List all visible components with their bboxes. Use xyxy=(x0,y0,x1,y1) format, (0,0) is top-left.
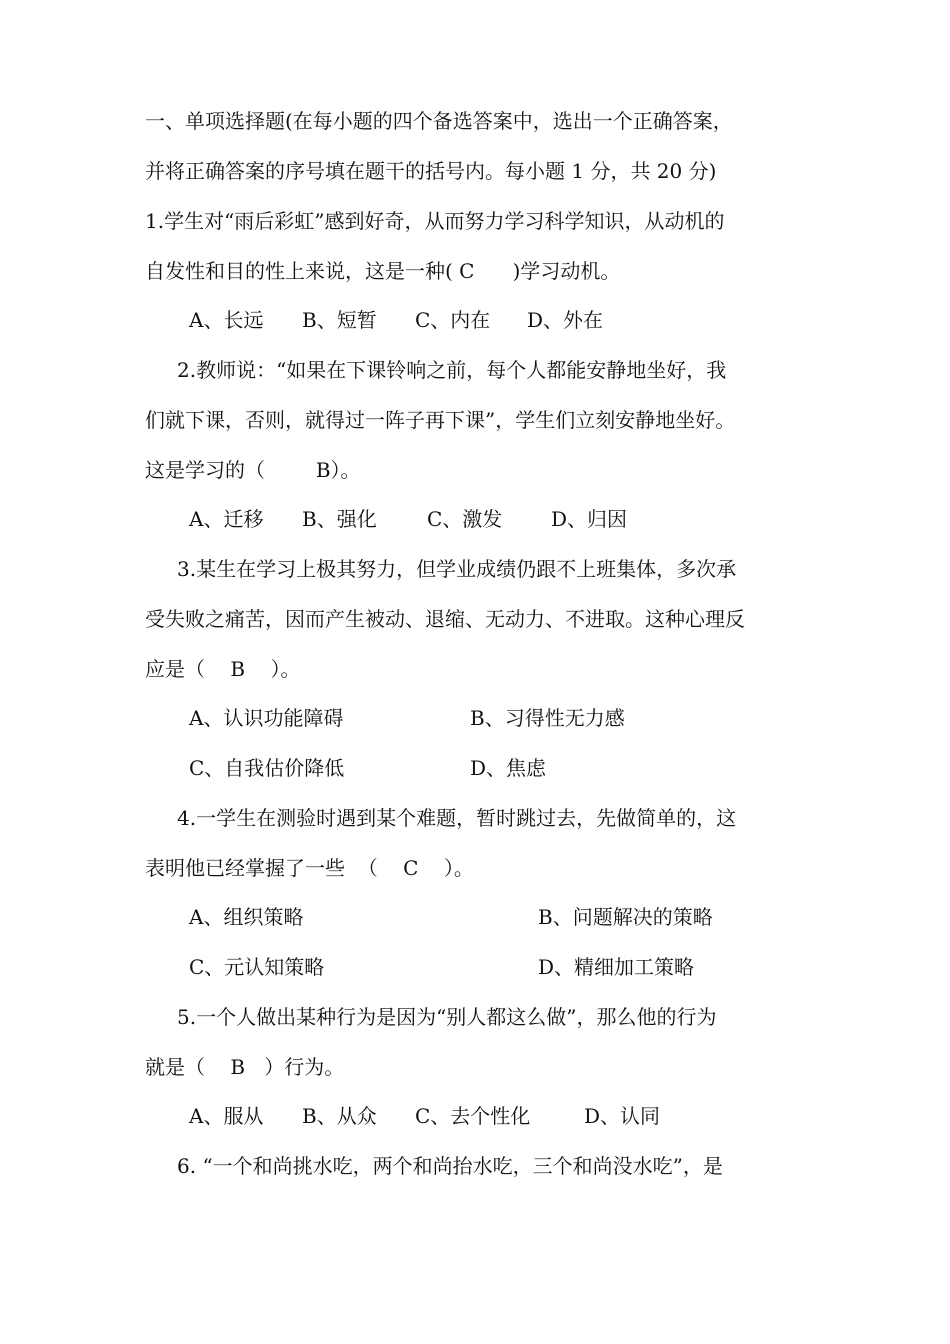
section-heading-line-2: 并将正确答案的序号填在题干的括号内。每小题 1 分，共 20 分) xyxy=(145,159,717,183)
question-1-option-b: B、短暂 xyxy=(302,308,377,332)
question-5-line-2: 就是（ B ）行为。 xyxy=(145,1055,345,1079)
question-3-option-c: C、自我估价降低 xyxy=(189,756,345,780)
question-2-option-b: B、强化 xyxy=(302,507,377,531)
question-3-line-2: 受失败之痛苦，因而产生被动、退缩、无动力、不进取。这种心理反 xyxy=(145,607,745,631)
question-2-option-a: A、迁移 xyxy=(189,507,264,531)
question-5-option-b: B、从众 xyxy=(302,1104,377,1128)
question-2-option-d: D、归因 xyxy=(551,507,628,531)
question-5-option-c: C、去个性化 xyxy=(415,1104,531,1128)
question-1-option-a: A、长远 xyxy=(189,308,264,332)
section-heading-line-1: 一、单项选择题(在每小题的四个备选答案中，选出一个正确答案， xyxy=(145,109,733,133)
question-4-option-d: D、精细加工策略 xyxy=(538,955,695,979)
question-3-option-a: A、认识功能障碍 xyxy=(189,706,344,730)
question-4-line-2: 表明他已经掌握了一些 （ C ）。 xyxy=(145,856,474,880)
question-1-option-d: D、外在 xyxy=(527,308,604,332)
question-2-line-2: 们就下课，否则，就得过一阵子再下课”，学生们立刻安静地坐好。 xyxy=(145,408,736,432)
question-2-option-c: C、激发 xyxy=(427,507,503,531)
question-4-option-c: C、元认知策略 xyxy=(189,955,325,979)
question-2-line-1: 2.教师说：“如果在下课铃响之前，每个人都能安静地坐好，我 xyxy=(177,358,727,382)
question-1-option-c: C、内在 xyxy=(415,308,491,332)
question-3-line-1: 3.某生在学习上极其努力，但学业成绩仍跟不上班集体，多次承 xyxy=(177,557,737,581)
question-3-option-d: D、焦虑 xyxy=(470,756,547,780)
question-4-option-b: B、问题解决的策略 xyxy=(538,905,713,929)
question-5-option-d: D、认同 xyxy=(584,1104,661,1128)
question-1-line-2: 自发性和目的性上来说，这是一种( C )学习动机。 xyxy=(145,259,621,283)
question-5-line-1: 5.一个人做出某种行为是因为“别人都这么做”，那么他的行为 xyxy=(177,1005,717,1029)
question-4-option-a: A、组织策略 xyxy=(189,905,304,929)
question-4-line-1: 4.一学生在测验时遇到某个难题，暂时跳过去，先做简单的，这 xyxy=(177,806,737,830)
question-2-line-3: 这是学习的（ B）。 xyxy=(145,458,361,482)
question-3-line-3: 应是（ B ）。 xyxy=(145,657,301,681)
question-5-option-a: A、服从 xyxy=(189,1104,264,1128)
question-3-option-b: B、习得性无力感 xyxy=(470,706,625,730)
question-1-line-1: 1.学生对“雨后彩虹”感到好奇，从而努力学习科学知识，从动机的 xyxy=(145,209,725,233)
question-6-line-1: 6. “一个和尚挑水吃，两个和尚抬水吃，三个和尚没水吃”，是 xyxy=(177,1154,723,1178)
